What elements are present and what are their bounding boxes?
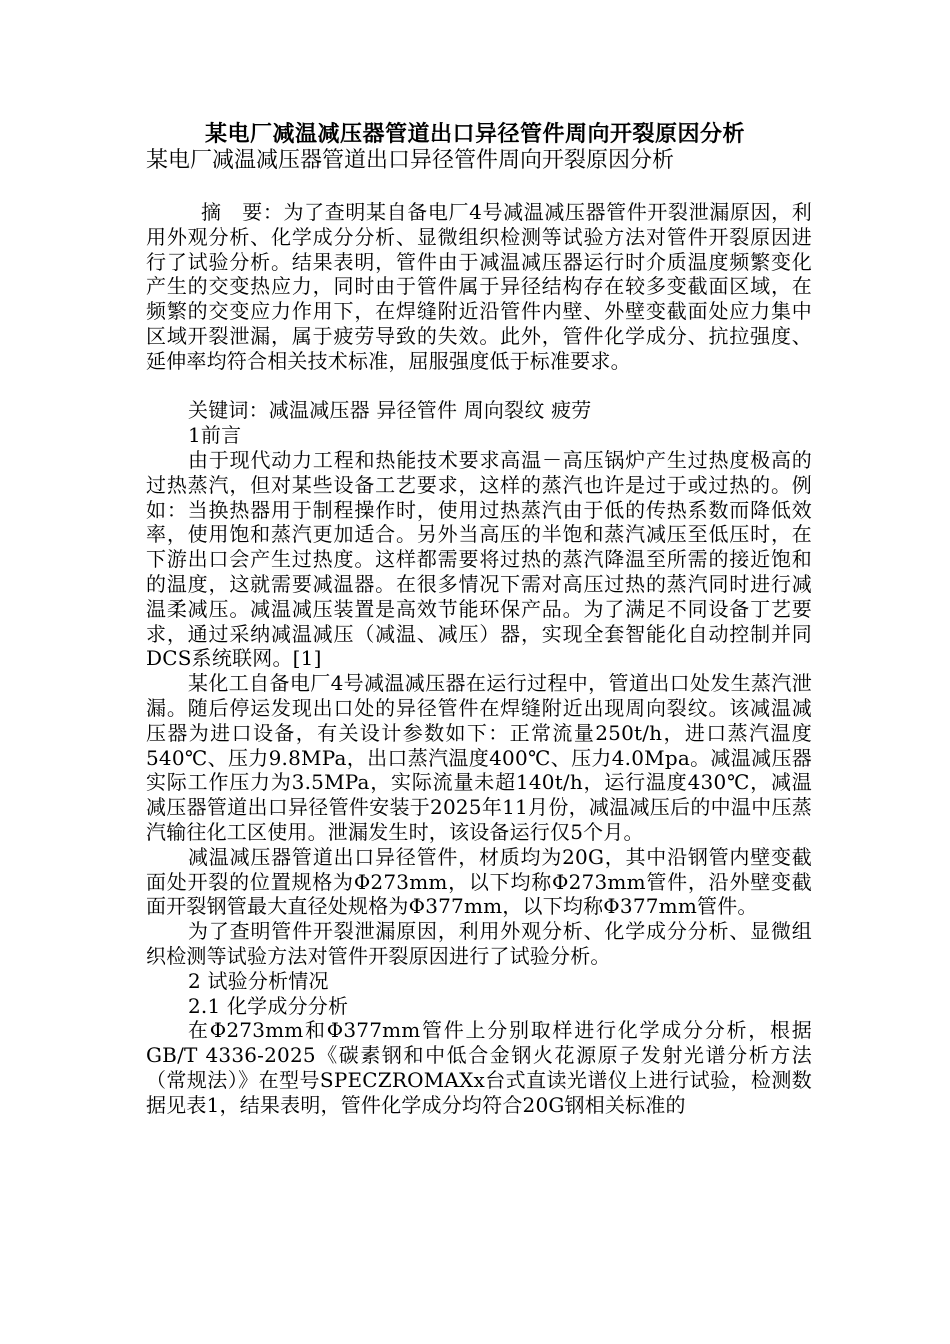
body-paragraph: 为了查明管件开裂泄漏原因，利用外观分析、化学成分分析、显微组织检测等试验方法对管件开裂原因进行了试验分析。 <box>146 919 812 968</box>
paragraph-spacer <box>146 374 812 399</box>
document-title: 某电厂减温减压器管道出口异径管件周向开裂原因分析 <box>204 122 745 147</box>
abstract-paragraph: 摘 要：为了查明某自备电厂4号减温减压器管件开裂泄漏原因，利用外观分析、化学成分分析、显微组织检测等试验方法对管件开裂原因进行了试验分析。结果表明，管件由于减温减压器运行时介质温度频繁变化产生的交变热应力，同时由于管件属于异径结构存在较多变截面区域，在频繁的交变应力作用下，在焊缝附近沿管件内壁、外壁变截面处应力集中区域开裂泄漏，属于疲劳导致的失效。此外，管件化学成分、抗拉强度、延伸率均符合相关技术标准，屈服强度低于标准要求。 <box>146 200 812 373</box>
keywords-line: 关键词：减温减压器 异径管件 周向裂纹 疲劳 <box>188 398 592 423</box>
document-subtitle: 某电厂减温减压器管道出口异径管件周向开裂原因分析 <box>146 148 675 173</box>
section-heading-1: 1前言 <box>188 423 242 448</box>
document-body <box>146 200 812 1117</box>
body-paragraph: 由于现代动力工程和热能技术要求高温－高压锅炉产生过热度极高的过热蒸汽，但对某些设备工艺要求，这样的蒸汽也许是过于或过热的。例如：当换热器用于制程操作时，使用过热蒸汽由于低的传热系数而降低效率，使用饱和蒸汽更加适合。另外当高压的半饱和蒸汽减压至低压时，在下游出口会产生过热度。这样都需要将过热的蒸汽降温至所需的接近饱和的温度，这就需要减温器。在很多情况下需对高压过热的蒸汽同时进行减温柔减压。减温减压装置是高效节能环保产品。为了满足不同设备丁艺要求，通过采纳减温减压（减温、减压）器，实现全套智能化自动控制并同DCS系统联网。[1] <box>146 447 812 671</box>
body-paragraph: 某化工自备电厂4号减温减压器在运行过程中，管道出口处发生蒸汽泄漏。随后停运发现出口处的异径管件在焊缝附近出现周向裂纹。该减温减压器为进口设备，有关设计参数如下：正常流量250t/h，进口蒸汽温度540℃、压力9.8MPa，出口蒸汽温度400℃、压力4.0Mpa。减温减压器实际工作压力为3.5MPa，实际流量未超140t/h，运行温度430℃，减温减压器管道出口异径管件安装于2025年11月份，减温减压后的中温中压蒸汽输往化工区使用。泄漏发生时，该设备运行仅5个月。 <box>146 671 812 844</box>
body-paragraph: 在Φ273mm和Φ377mm管件上分别取样进行化学成分分析，根据GB/T 4336-2025《碳素钢和中低合金钢火花源原子发射光谱分析方法（常规法）》在型号SPECZROMAXx台式直读光谱仪上进行试验，检测数据见表1，结果表明，管件化学成分均符合20G钢相关标准的 <box>146 1018 812 1117</box>
section-heading-2: 2 试验分析情况 <box>188 968 329 993</box>
section-heading-2-1: 2.1 化学成分分析 <box>188 993 349 1018</box>
body-paragraph: 减温减压器管道出口异径管件，材质均为20G，其中沿钢管内壁变截面处开裂的位置规格为Φ273mm，以下均称Φ273mm管件，沿外壁变截面开裂钢管最大直径处规格为Φ377mm，以下均称Φ377mm管件。 <box>146 844 812 919</box>
